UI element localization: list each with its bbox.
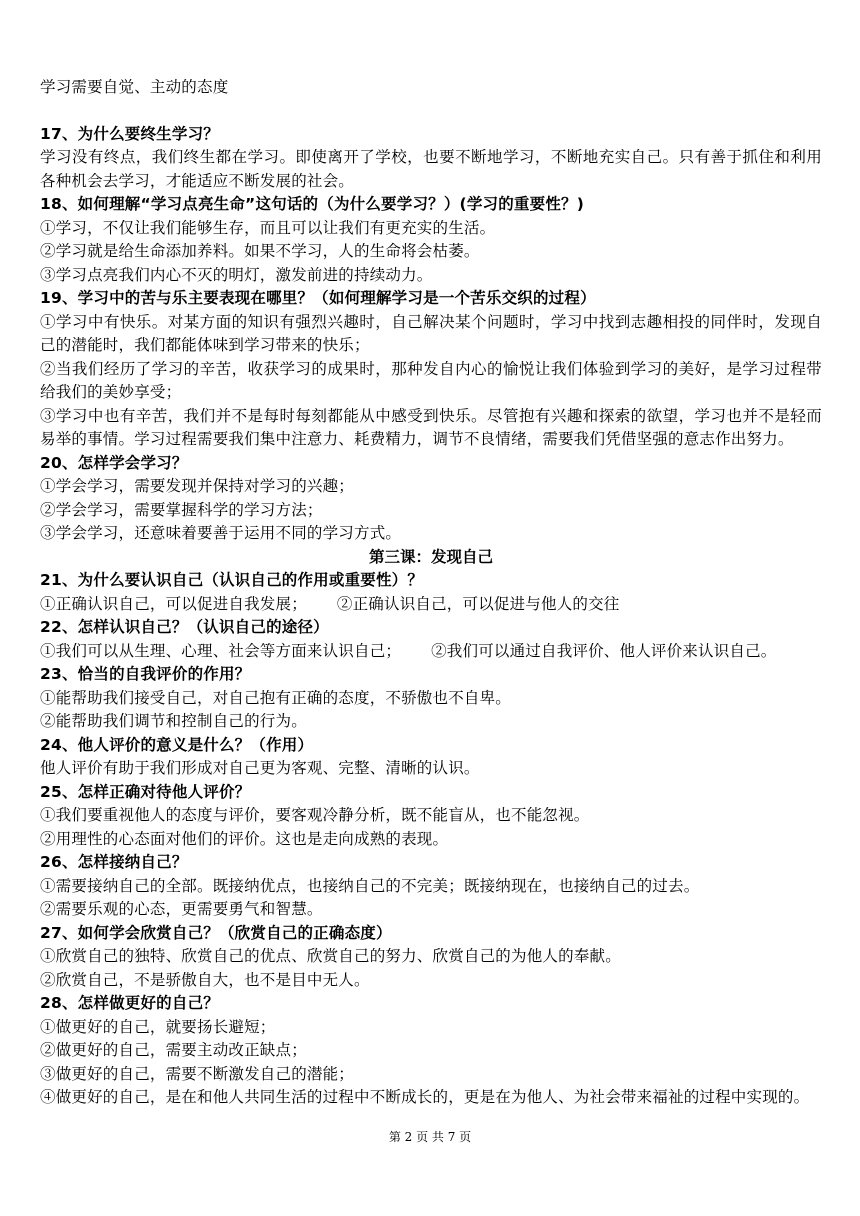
- answer-line: ②学习就是给生命添加养料。如果不学习，人的生命将会枯萎。: [40, 242, 480, 260]
- answer-line: ①需要接纳自己的全部。既接纳优点，也接纳自己的不完美；既接纳现在，也接纳自己的过去。: [40, 876, 700, 895]
- answer-line: 他人评价有助于我们形成对自己更为客观、完整、清晰的认识。: [40, 759, 480, 777]
- answer-line: ①学习中有快乐。对某方面的知识有强烈兴趣时，自己解决某个问题时，学习中找到志趣相投的同伴时，发现自己的潜能时，我们都能体味到学习带来的快乐；: [40, 312, 822, 354]
- answer-line: ②当我们经历了学习的辛苦，收获学习的成果时，那种发自内心的愉悦让我们体验到学习的美好，是学习过程带给我们的美妙享受；: [40, 359, 822, 401]
- answer-line: ③学习点亮我们内心不灭的明灯，激发前进的持续动力。: [40, 265, 433, 284]
- lesson-title: 第三课：发现自己: [368, 547, 493, 566]
- question-heading: 19、学习中的苦与乐主要表现在哪里？（如何理解学习是一个苦乐交织的过程）: [40, 289, 596, 307]
- answer-line: ①学会学习，需要发现并保持对学习的兴趣；: [40, 477, 355, 495]
- answer-line: ③学习中也有辛苦，我们并不是每时每刻都能从中感受到快乐。尽管抱有兴趣和探索的欲望，学习也并不是轻而易举的事情。学习过程需要我们集中注意力、耗费精力，调节不良情绪，需要我们凭借坚强的意志作出努力。: [40, 406, 822, 448]
- section-20: [40, 452, 822, 546]
- answer-line: ③做更好的自己，需要不断激发自己的潜能；: [40, 1064, 355, 1083]
- question-heading: 28、怎样做更好的自己？: [40, 994, 219, 1012]
- answer-line: ①欣赏自己的独特、欣赏自己的优点、欣赏自己的努力、欣赏自己的为他人的奉献。: [40, 947, 621, 965]
- answer-line: ①我们要重视他人的态度与评价，要客观冷静分析，既不能盲从，也不能忽视。: [40, 806, 590, 824]
- answer-line: ②能帮助我们调节和控制自己的行为。: [40, 712, 307, 730]
- answer-line: ②做更好的自己，需要主动改正缺点；: [40, 1041, 307, 1059]
- section-27: [40, 922, 822, 993]
- section-22: [40, 616, 822, 663]
- answer-line: ②欣赏自己，不是骄傲自大，也不是目中无人。: [40, 970, 370, 989]
- section-25: [40, 781, 822, 852]
- answer-line: ②学会学习，需要掌握科学的学习方法；: [40, 500, 323, 519]
- page-footer: 第 2 页 共 7 页: [388, 1130, 472, 1144]
- question-heading: 23、恰当的自我评价的作用？: [40, 665, 251, 683]
- section-18: [40, 193, 822, 287]
- answer-line: ①学习，不仅让我们能够生存，而且可以让我们有更充实的生活。: [40, 218, 496, 237]
- section-23: [40, 663, 822, 734]
- question-heading: 20、怎样学会学习？: [40, 453, 188, 472]
- document-page: [40, 76, 822, 1110]
- answer-line: ②需要乐观的心态，更需要勇气和智慧。: [40, 900, 323, 918]
- question-heading: 18、如何理解“学习点亮生命”这句话的（为什么要学习？）(学习的重要性？): [40, 195, 585, 213]
- section-17: [40, 123, 822, 194]
- question-heading: 22、怎样认识自己？（认识自己的途径）: [40, 618, 329, 636]
- answer-left: ①正确认识自己，可以促进自我发展；: [40, 594, 307, 613]
- answer-line: ②用理性的心态面对他们的评价。这也是走向成熟的表现。: [40, 829, 449, 848]
- question-heading: 27、如何学会欣赏自己？（欣赏自己的正确态度）: [40, 923, 392, 942]
- section-26: [40, 851, 822, 922]
- question-heading: 17、为什么要终生学习？: [40, 124, 219, 143]
- intro-text: 学习需要自觉、主动的态度: [40, 78, 229, 96]
- section-28: [40, 992, 822, 1110]
- question-heading: 25、怎样正确对待他人评价？: [40, 782, 251, 801]
- answer-left: ①我们可以从生理、心理、社会等方面来认识自己；: [40, 641, 402, 660]
- question-heading: 24、他人评价的意义是什么？（作用）: [40, 735, 314, 754]
- section-24: [40, 734, 822, 781]
- answer-line: ④做更好的自己，是在和他人共同生活的过程中不断成长的，更是在为他人、为社会带来福祉的过程中实现的。: [40, 1088, 810, 1106]
- question-heading: 26、怎样接纳自己？: [40, 853, 188, 871]
- section-21: [40, 569, 822, 616]
- answer-row: [40, 593, 822, 617]
- answer-line: ①做更好的自己，就要扬长避短；: [40, 1017, 276, 1036]
- section-19: [40, 287, 822, 452]
- answer-right: ②我们可以通过自我评价、他人评价来认识自己。: [431, 641, 777, 660]
- answer-right: ②正确认识自己，可以促进与他人的交往: [336, 594, 620, 613]
- answer-line: ③学会学习，还意味着要善于运用不同的学习方式。: [40, 524, 402, 542]
- answer-row: [40, 640, 822, 664]
- question-heading: 21、为什么要认识自己（认识自己的作用或重要性）？: [40, 571, 424, 589]
- answer-line: ①能帮助我们接受自己，对自己抱有正确的态度，不骄傲也不自卑。: [40, 688, 512, 707]
- answer-line: 学习没有终点，我们终生都在学习。即使离开了学校，也要不断地学习，不断地充实自己。只有善于抓住和利用各种机会去学习，才能适应不断发展的社会。: [40, 148, 822, 190]
